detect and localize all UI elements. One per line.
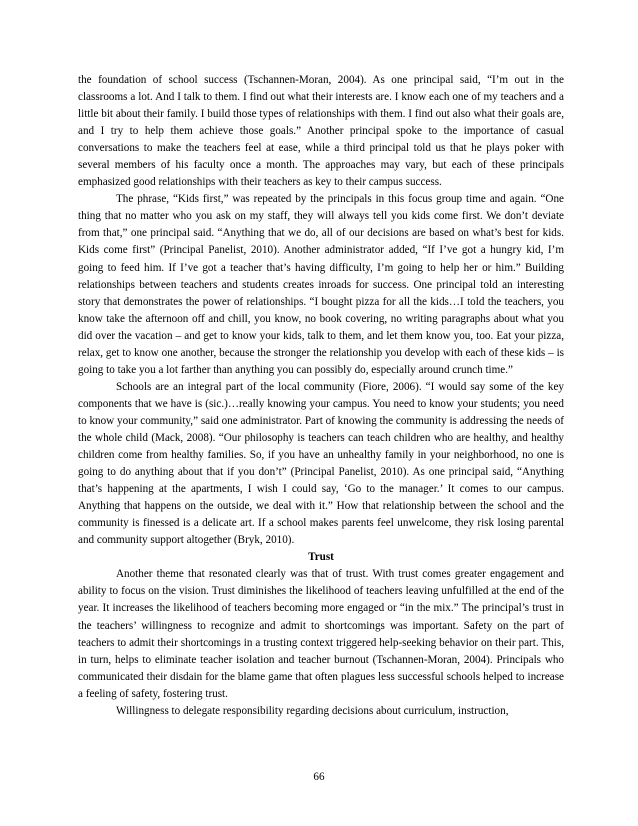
- paragraph-community: Schools are an integral part of the local community (Fiore, 2006). “I would say some of the key components that we have is (sic.)…really knowing your campus. You need to know your students; you need to know your community,” said one administrator. Part of knowing the community is addressing the needs of the whole child (Mack, 2008). “Our philosophy is teachers can teach children who are healthy, and healthy children come from healthy families. So, if you have an unhealthy family in your neighborhood, no one is going to do anything about that if you don’t” (Principal Panelist, 2010). As one principal said, “Anything that’s happening at the apartments, I wish I could say, ‘Go to the manager.’ It comes to our campus. Anything that happens on the outside, we deal with it.” How that relationship between the school and the community is finessed is a delicate art. If a school makes parents feel unwelcome, they risk losing parental and community support altogether (Bryk, 2010).: [78, 380, 564, 547]
- paragraph-kids-first: The phrase, “Kids first,” was repeated by the principals in this focus group time and again. “One thing that no matter who you ask on my staff, they will always tell you kids come first. We don’t deviate from that,” one principal said. “Anything that we do, all of our decisions are based on what’s best for kids. Kids come first” (Principal Panelist, 2010). Another administrator added, “If I’ve got a hungry kid, I’m going to feed him. If I’ve got a teacher that’s having difficulty, I’m going to help her or him.” Building relationships between teachers and students creates inroads for success. One principal told an interesting story that demonstrates the power of relationships. “I bought pizza for all the kids…I told the teachers, you know take the afternoon off and chill, you know, no book covering, no writing paragraphs about what you did over the vacation – and get to know your kids, talk to them, and let them know you, too. Eat your pizza, relax, get to know one another, because the stronger the relationship you develop with each of these kids – is going to take you a lot farther than anything you can possibly do, especially around crunch time.”: [78, 193, 564, 376]
- paragraph-continuation: the foundation of school success (Tschannen-Moran, 2004). As one principal said, “I’m out in the classrooms a lot. And I talk to them. I find out what their interests are. I know each one of my teachers and a little bit about their family. I build those types of relationships with them. I find out also what their goals are, and I try to help them achieve those goals.” Another principal spoke to the importance of casual conversations to make the teachers feel at ease, while a third principal told us that he plays poker with several members of his faculty once a month. The approaches may vary, but each of these principals emphasized good relationships with their teachers as key to their campus success.: [78, 74, 564, 189]
- body-text: [78, 72, 564, 720]
- paragraph-trust: Another theme that resonated clearly was that of trust. With trust comes greater engagement and ability to focus on the vision. Trust diminishes the likelihood of teachers leaving unfulfilled at the end of the year. It increases the likelihood of teachers becoming more engaged or “in the mix.” The principal’s trust in the teachers’ willingness to recognize and admit to shortcomings was important. Safety on the part of teachers to admit their shortcomings in a trusting context triggered help-seeking behavior on their part. This, in turn, helps to eliminate teacher isolation and teacher burnout (Tschannen-Moran, 2004). Principals who communicated their disdain for the blame game that often plagues less successful schools helped to increase a feeling of safety, fostering trust.: [78, 568, 564, 700]
- paragraph-delegation: Willingness to delegate responsibility regarding decisions about curriculum, instruction,: [116, 704, 509, 717]
- section-heading: Trust: [308, 551, 334, 564]
- page-number: 66: [313, 771, 325, 783]
